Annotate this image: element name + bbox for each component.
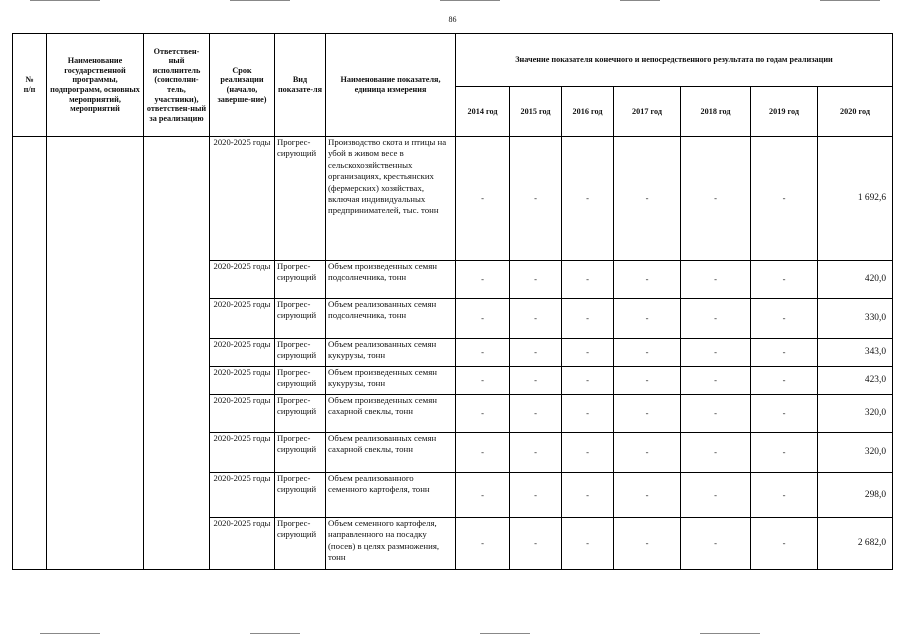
- indicator-cell: [326, 137, 456, 261]
- period-cell: 2020-2025 годы: [210, 518, 275, 570]
- value-2016: -: [562, 473, 614, 518]
- value-2019: -: [751, 339, 818, 367]
- value-2014: -: [456, 261, 510, 299]
- value-2018: -: [681, 299, 751, 339]
- value-2018: -: [681, 433, 751, 473]
- kind-cell: Прогрес-сирующий: [275, 518, 326, 570]
- kind-cell: Прогрес-сирующий: [275, 137, 326, 261]
- kind-cell: Прогрес-сирующий: [275, 395, 326, 433]
- value-2019: -: [751, 395, 818, 433]
- indicators-table: [12, 33, 893, 570]
- value-2019: -: [751, 137, 818, 261]
- period-cell: 2020-2025 годы: [210, 137, 275, 261]
- value-2015: -: [510, 367, 562, 395]
- period-cell: 2020-2025 годы: [210, 473, 275, 518]
- value-2017: -: [614, 473, 681, 518]
- value-2020: 298,0: [818, 473, 893, 518]
- value-2019: -: [751, 433, 818, 473]
- period-cell: 2020-2025 годы: [210, 367, 275, 395]
- year-header: 2016 год: [562, 87, 614, 137]
- indicator-cell: Объем реализованного семенного картофеля, тонн: [326, 473, 456, 518]
- value-2019: -: [751, 299, 818, 339]
- value-2019: -: [751, 473, 818, 518]
- value-2020: 1 692,6: [818, 137, 893, 261]
- indicator-cell: Объем произведенных семян подсолнечника, тонн: [326, 261, 456, 299]
- indicator-cell: Объем произведенных семян кукурузы, тонн: [326, 367, 456, 395]
- value-2018: -: [681, 137, 751, 261]
- indicator-text: Производство скота и птицы на убой в живом весе в сельскохозяйственных организациях, крестьянских (фермерских) хозяйствах, включая индивидуальных предпринимателей, тыс. тонн: [328, 137, 447, 216]
- indicator-cell: Объем семенного картофеля, направленного на посадку (посев) в целях размножения, тонн: [326, 518, 456, 570]
- period-cell: 2020-2025 годы: [210, 339, 275, 367]
- col-header-period: Срок реализации (начало, заверше-ние): [210, 34, 275, 137]
- program-cell: [47, 137, 144, 570]
- value-2014: -: [456, 339, 510, 367]
- col-header-kind: Вид показате-ля: [275, 34, 326, 137]
- period-cell: 2020-2025 годы: [210, 395, 275, 433]
- value-2016: -: [562, 367, 614, 395]
- value-2014: -: [456, 137, 510, 261]
- value-2020: 423,0: [818, 367, 893, 395]
- value-2018: -: [681, 367, 751, 395]
- year-header: 2017 год: [614, 87, 681, 137]
- value-2017: -: [614, 299, 681, 339]
- value-2017: -: [614, 137, 681, 261]
- year-header: 2020 год: [818, 87, 893, 137]
- value-2014: -: [456, 367, 510, 395]
- col-header-num: № п/п: [13, 34, 47, 137]
- value-2017: -: [614, 339, 681, 367]
- value-2015: -: [510, 261, 562, 299]
- year-header: 2014 год: [456, 87, 510, 137]
- value-2018: -: [681, 518, 751, 570]
- indicator-cell: Объем произведенных семян сахарной свеклы, тонн: [326, 395, 456, 433]
- value-2015: -: [510, 433, 562, 473]
- value-2015: -: [510, 473, 562, 518]
- value-2020: 330,0: [818, 299, 893, 339]
- value-2016: -: [562, 339, 614, 367]
- period-cell: 2020-2025 годы: [210, 261, 275, 299]
- col-header-values-group: Значение показателя конечного и непосредственного результата по годам реализации: [456, 34, 893, 87]
- value-2015: -: [510, 395, 562, 433]
- value-2014: -: [456, 395, 510, 433]
- kind-cell: Прогрес-сирующий: [275, 433, 326, 473]
- value-2020: 320,0: [818, 433, 893, 473]
- value-2018: -: [681, 261, 751, 299]
- value-2017: -: [614, 367, 681, 395]
- indicator-cell: Объем реализованных семян подсолнечника, тонн: [326, 299, 456, 339]
- period-cell: 2020-2025 годы: [210, 433, 275, 473]
- table-row: [13, 137, 893, 261]
- year-header: 2018 год: [681, 87, 751, 137]
- year-header: 2015 год: [510, 87, 562, 137]
- value-2018: -: [681, 339, 751, 367]
- value-2015: -: [510, 137, 562, 261]
- value-2018: -: [681, 473, 751, 518]
- value-2017: -: [614, 395, 681, 433]
- value-2020: 2 682,0: [818, 518, 893, 570]
- value-2016: -: [562, 299, 614, 339]
- indicator-cell: Объем реализованных семян кукурузы, тонн: [326, 339, 456, 367]
- value-2017: -: [614, 433, 681, 473]
- year-header: 2019 год: [751, 87, 818, 137]
- col-header-executor: Ответствен-ный исполнитель (соисполни-тель, участники), ответствен-ный за реализацию: [144, 34, 210, 137]
- kind-cell: Прогрес-сирующий: [275, 339, 326, 367]
- kind-cell: Прогрес-сирующий: [275, 261, 326, 299]
- kind-cell: Прогрес-сирующий: [275, 473, 326, 518]
- col-header-indicator: Наименование показателя, единица измерения: [326, 34, 456, 137]
- value-2017: -: [614, 518, 681, 570]
- value-2018: -: [681, 395, 751, 433]
- indicator-cell: Объем реализованных семян сахарной свеклы, тонн: [326, 433, 456, 473]
- value-2020: 420,0: [818, 261, 893, 299]
- period-cell: 2020-2025 годы: [210, 299, 275, 339]
- kind-cell: Прогрес-сирующий: [275, 299, 326, 339]
- value-2016: -: [562, 433, 614, 473]
- value-2016: -: [562, 395, 614, 433]
- value-2017: -: [614, 261, 681, 299]
- executor-cell: [144, 137, 210, 570]
- value-2020: 343,0: [818, 339, 893, 367]
- page-number: 86: [448, 15, 457, 24]
- value-2019: -: [751, 367, 818, 395]
- value-2015: -: [510, 339, 562, 367]
- value-2019: -: [751, 261, 818, 299]
- value-2014: -: [456, 299, 510, 339]
- value-2014: -: [456, 473, 510, 518]
- value-2016: -: [562, 137, 614, 261]
- value-2020: 320,0: [818, 395, 893, 433]
- value-2016: -: [562, 261, 614, 299]
- value-2016: -: [562, 518, 614, 570]
- value-2015: -: [510, 518, 562, 570]
- value-2014: -: [456, 433, 510, 473]
- value-2015: -: [510, 299, 562, 339]
- num-cell: [13, 137, 47, 570]
- value-2019: -: [751, 518, 818, 570]
- col-header-program: Наименование государственной программы, подпрограмм, основных мероприятий, мероприятий: [47, 34, 144, 137]
- kind-cell: Прогрес-сирующий: [275, 367, 326, 395]
- value-2014: -: [456, 518, 510, 570]
